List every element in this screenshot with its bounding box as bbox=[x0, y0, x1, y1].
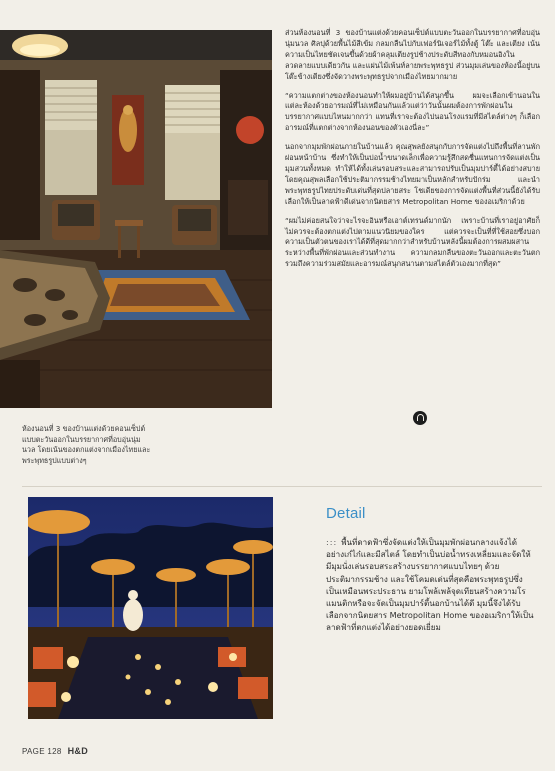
detail-heading: Detail bbox=[326, 505, 366, 522]
page-number: PAGE 128 bbox=[22, 747, 62, 756]
end-of-article-icon bbox=[413, 411, 427, 425]
article-paragraph: นอกจากมุมพักผ่อนภายในบ้านแล้ว คุณสุพลยังสนุกกับการจัดแต่งไปถึงพื้นที่ลานพักผ่อนหน้าบ้าน ซึ่งทำให้เป็นบ่อน้ำขนาดเล็กเพื่อความรู้สึกสดชื่นแทนการจัดแต่งเป็นมุมสวนทั้งหมด ทำให้ได้ทั้งเล่นรอบสระและสามารถปรับเป็นมุมปาร์ตี้ได้อย่างสบาย โดยคุณสุพลเลือกใช้ประติมากรรมช้างไทยมาเป็นหลักสำหรับปักร่ม และนำพระพุทธรูปไทยประดับเด่นที่สุดปลายสระ โชเดียของการจัดแต่งพื้นที่ส่วนนี้ยังได้รับเลือกให้เป็นลาดฟ้าดีเด่นจากนิตยสาร Metropolitan Home ของอเมริกาด้วย bbox=[285, 142, 540, 206]
article-quote: “ความแตกต่างของห้องนอนทำให้ผมอยู่บ้านได้สนุกขึ้น ผมจะเลือกเข้านอนในแต่ละห้องด้วยอารมณ์ที่ไม่เหมือนกันแล้วแต่ว่าวันนั้นผมต้องการพักผ่อนในบรรยากาศแบบไหนมากกว่า แทนที่เราจะต้องไปนอนโรงแรมที่มีสไตล์ต่างๆ ก็เลือกอารมณ์ที่แตกต่างจากห้องนอนของตัวเองนี่ละ” bbox=[285, 90, 540, 133]
detail-body: พื้นที่ดาดฟ้าซึ่งจัดแต่งให้เป็นมุมพักผ่อนกลางแจ้งได้อย่างเก๋ไก๋และมีสไตล์ โดยทำเป็นบ่อน้ำทรงเหลี่ยมและจัดให้มีมุมนั่งเล่นรอบสระสร้างบรรยากาศแบบไทยๆ ด้วยประติมากรรมช้าง และใช้โคมดเด่นที่สุดคือพระพุทธรูปซึ่งเป็นเหมือนพระประธาน ยามโพล้เพล้จุดเทียนสร้างความโรแมนติกหรือจะจัดเป็นมุมปาร์ตี้นอกบ้านได้ดี มุมนี้จึงได้รับเลือกจากนิตยสาร Metropolitan Home ของอเมริกาให้เป็นลาดฟ้าที่ตกแต่งได้อย่างยอดเยี่ยม bbox=[326, 537, 534, 633]
article-paragraph: ส่วนห้องนอนที่ 3 ของบ้านแต่งด้วยคอนเซ็ปต์แบบตะวันออกในบรรยากาศที่อบอุ่นนุ่มนวล ศิลปุด้วยพื้นไม้สีเข้ม กลมกลืนไปกับเฟอร์นิเจอร์ไม้ทั้งตู้ โต๊ะ และเตียง เน้นความเป็นไทยชัดเจนขึ้นด้วยผ้าคลุมเตียงรูปช้างประดับสีทองกับหมอนอิงในลวดลายแบบเดียวกัน และแผ่นไม้เพ้นท์ลายพระพุทธรูป ส่วนมุมเล่นของห้องนี้อยู่บนโต๊ะข้างเตียงซึ่งจัดวางพระพุทธรูปจากเมืองไทยมากมาย bbox=[285, 28, 540, 81]
detail-text bbox=[326, 536, 534, 634]
rooftop-pool-photo bbox=[28, 497, 273, 719]
article-quote: “ผมไม่ค่อยสนใจว่าจะไรจะอินหรือเอาต์เทรนด์มากนัก เพราะบ้านที่เราอยู่อาศัยก็ไม่ควรจะต้องตกแต่งไปตามแนวนิยมของใคร แต่ควรจะเป็นที่ที่ใช้สอยซึ่งบอกความเป็นตัวตนของเราได้ดีที่สุดมากกว่าสำหรับบ้านหลังนี้ผมต้องการผสมผสานระหว่างพื้นที่พักผ่อนและส่วนทำงาน ความกลมกลืนของตะวันออกและตะวันตก รวมถึงความร่วมสมัยและอารมณ์สนุกสนานตามสไตล์ตัวเองมากที่สุด” bbox=[285, 215, 540, 269]
rooftop-pool-illustration bbox=[28, 497, 273, 719]
detail-bullet: ::: bbox=[326, 537, 338, 547]
magazine-brand: H&D bbox=[67, 746, 89, 756]
bedroom-photo-illustration bbox=[0, 30, 272, 408]
section-divider bbox=[22, 486, 542, 487]
bedroom-photo bbox=[0, 30, 272, 408]
photo-caption: ห้องนอนที่ 3 ของบ้านแต่งด้วยคอนเซ็ปต์แบบตะวันออกในบรรยากาศที่อบอุ่นนุ่มนวล โดยเน้นของตกแต่งจากเมืองไทยและพระพุทธรูปแบบต่างๆ bbox=[22, 424, 151, 465]
article-body bbox=[285, 28, 540, 278]
page-footer bbox=[22, 746, 88, 756]
